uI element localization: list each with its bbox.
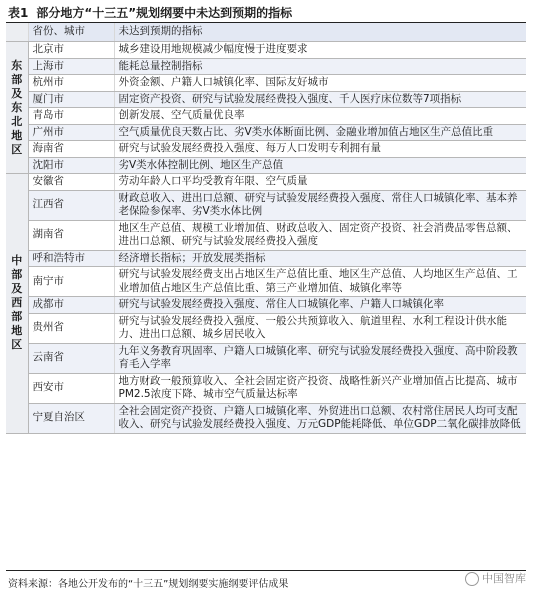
header-region [6,23,28,42]
indicators-cell: 经济增长指标；开放发展类指标 [114,250,526,267]
indicators-cell: 九年义务教育巩固率、户籍人口城镇化率、研究与试验发展经费投入强度、高中阶段教育毛入学率 [114,343,526,373]
indicators-cell: 劳动年龄人口平均受教育年限、空气质量 [114,174,526,191]
city-cell: 云南省 [28,343,114,373]
city-cell: 成都市 [28,297,114,314]
table-row [6,403,526,433]
indicators-cell: 全社会固定资产投资、户籍人口城镇化率、外贸进出口总额、农村常住居民人均可支配收入、研究与试验发展经费投入强度、万元GDP能耗降低、单位GDP二氧化碳排放降低 [114,403,526,433]
header-city: 省份、城市 [28,23,114,42]
table-title-text: 部分地方“十三五”规划纲要中未达到预期的指标 [36,6,293,20]
table-body [6,42,526,434]
watermark-text: 中国智库 [482,572,526,585]
table-row [6,190,526,220]
wechat-logo-icon [465,572,479,586]
city-cell: 湖南省 [28,220,114,250]
table-row [6,141,526,158]
indicators-cell: 地方财政一般预算收入、全社会固定资产投资、战略性新兴产业增加值占比提高、城市PM2.5浓度下降、城市空气质量达标率 [114,373,526,403]
indicators-cell: 劣V类水体控制比例、地区生产总值 [114,157,526,174]
indicators-cell: 地区生产总值、规模工业增加值、财政总收入、固定资产投资、社会消费品零售总额、进出口总额、研究与试验发展经费投入强度 [114,220,526,250]
source-note: 资料来源：各地公开发布的“十三五”规划纲要实施纲要评估成果 [8,579,289,590]
indicator-table [6,23,526,434]
table-row [6,373,526,403]
table-row [6,267,526,297]
city-cell: 安徽省 [28,174,114,191]
indicators-cell: 财政总收入、进出口总额、研究与试验发展经费投入强度、常住人口城镇化率、基本养老保险参保率、劣V类水体比例 [114,190,526,220]
city-cell: 杭州市 [28,75,114,92]
indicators-cell: 能耗总量控制指标 [114,58,526,75]
region-cell: 东 部 及 东 北 地 区 [6,42,28,174]
city-cell: 广州市 [28,124,114,141]
city-cell: 上海市 [28,58,114,75]
indicators-cell: 研究与试验发展经费投入强度、常住人口城镇化率、户籍人口城镇化率 [114,297,526,314]
city-cell: 厦门市 [28,91,114,108]
table-frame [6,22,526,571]
city-cell: 青岛市 [28,108,114,125]
table-row [6,157,526,174]
indicators-cell: 固定资产投资、研究与试验发展经费投入强度、千人医疗床位数等7项指标 [114,91,526,108]
city-cell: 北京市 [28,42,114,59]
table-row [6,42,526,59]
city-cell: 宁夏自治区 [28,403,114,433]
table-row [6,91,526,108]
region-cell: 中 部 及 西 部 地 区 [6,174,28,434]
header-row [6,23,526,42]
city-cell: 南宁市 [28,267,114,297]
city-cell: 贵州省 [28,313,114,343]
table-row [6,220,526,250]
header-indicators: 未达到预期的指标 [114,23,526,42]
table-row [6,108,526,125]
city-cell: 西安市 [28,373,114,403]
indicators-cell: 研究与试验发展经费投入强度、一般公共预算收入、航道里程、水利工程设计供水能力、进出口总额、城乡居民收入 [114,313,526,343]
indicators-cell: 创新发展、空气质量优良率 [114,108,526,125]
table-title [8,4,292,21]
indicators-cell: 研究与试验发展经费支出占地区生产总值比重、地区生产总值、人均地区生产总值、工业增加值占地区生产总值比重、第三产业增加值、城镇化率等 [114,267,526,297]
watermark [465,570,526,586]
city-cell: 沈阳市 [28,157,114,174]
table-row [6,343,526,373]
indicators-cell: 外资金额、户籍人口城镇化率、国际友好城市 [114,75,526,92]
table-row [6,297,526,314]
indicators-cell: 研究与试验发展经费投入强度、每万人口发明专利拥有量 [114,141,526,158]
table-row [6,250,526,267]
table-row [6,174,526,191]
indicators-cell: 城乡建设用地规模减少幅度慢于进度要求 [114,42,526,59]
table-row [6,75,526,92]
table-row [6,124,526,141]
indicators-cell: 空气质量优良天数占比、劣V类水体断面比例、金融业增加值占地区生产总值比重 [114,124,526,141]
city-cell: 呼和浩特市 [28,250,114,267]
city-cell: 江西省 [28,190,114,220]
table-row [6,313,526,343]
table-row [6,58,526,75]
city-cell: 海南省 [28,141,114,158]
table-number: 表1 [8,6,29,20]
